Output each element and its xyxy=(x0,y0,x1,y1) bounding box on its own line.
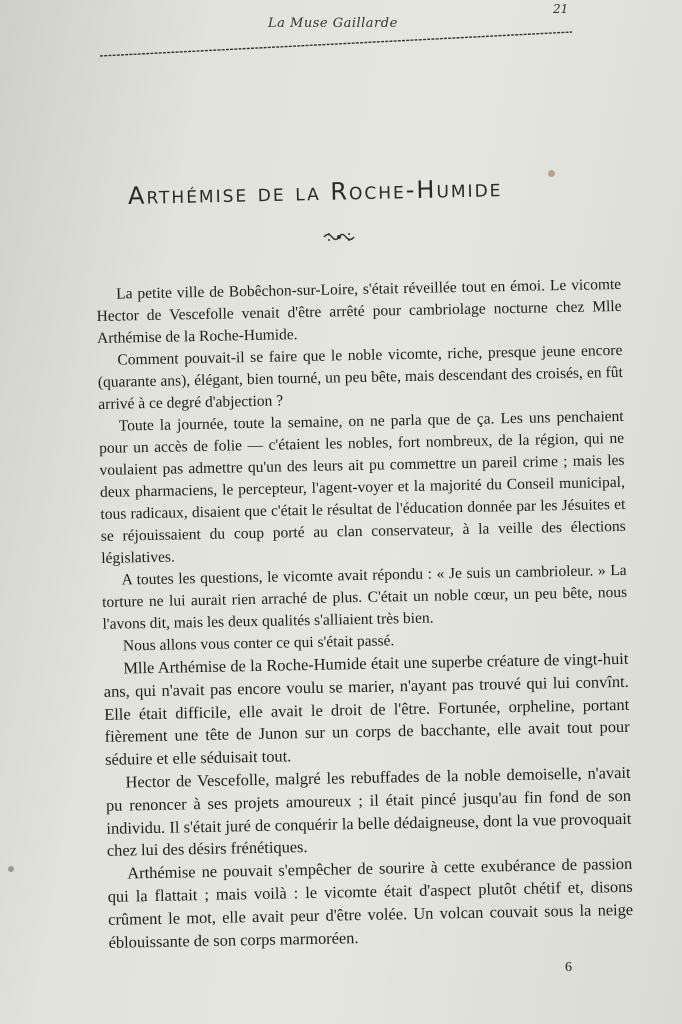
body-text xyxy=(96,274,634,954)
page-number: 6 xyxy=(565,960,572,975)
paragraph: Toute la journée, toute la semaine, on ne parla que de ça. Les uns penchaient pour un accès de folie — c'étaient les nobles, fort nombreux, de la région, qui ne voulaient pas admettre qu'un des leurs ait pu commettre un pareil crime ; mais les deux pharmaciens, le percepteur, l'agent-voyer et la majorité du Conseil municipal, tous radicaux, disaient que c'était le résultat de l'éducation donnée par les Jésuites et se réjouissaient du coup porté au clan conservateur, à la veille des élections législatives. xyxy=(98,407,626,567)
running-title: La Muse Gaillarde xyxy=(268,16,398,31)
paragraph: Nous allons vous conter ce qui s'était passé. xyxy=(122,632,395,655)
page-top-number: 21 xyxy=(553,2,569,16)
paragraph: La petite ville de Bobêchon-sur-Loire, s'était réveillée tout en émoi. Le vicomte Hector de Vescefolle venait d'être arrêté pour cambriolage nocturne chez Mlle Arthémise de la Roche-Humide. xyxy=(96,275,622,347)
paragraph: Hector de Vescefolle, malgré les rebuffades de la noble demoiselle, n'avait pu renoncer à ses projets amoureux ; il était pincé jusqu'au fin fond de son individu. Il s'était juré de conquérir la belle dédaigneuse, dont la vue provoquait chez lui des désirs frénétiques. xyxy=(105,762,632,861)
paragraph: Mlle Arthémise de la Roche-Humide était une superbe créature de vingt-huit ans, qui n'avait pas encore voulu se marier, n'ayant pas trouvé qui lui convînt. Elle était difficile, elle avait le droit de l'être. Fortunée, orpheline, portant fièrement une tête de Junon sur un corps de bacchante, elle avait tout pour séduire et elle séduisait tout. xyxy=(103,648,630,770)
paper-spot xyxy=(548,170,555,177)
header-rule xyxy=(96,28,576,58)
ornament-icon xyxy=(322,230,356,244)
paragraph: A toutes les questions, le vicomte avait répondu : « Je suis un cambrioleur. » La torture ne lui aurait rien arraché de plus. C'était un noble cœur, un peu bête, nous l'avons dit, mais les deux qualités s'alliaient très bien. xyxy=(101,561,628,633)
paragraph: Comment pouvait-il se faire que le noble vicomte, riche, presque jeune encore (quarante ans), élégant, bien tourné, un peu bête, mais descendant des croisés, en fût arrivé à ce degré d'abjection ? xyxy=(97,341,623,413)
paper-spot xyxy=(8,866,14,872)
paragraph: Arthémise ne pouvait s'empêcher de sourire à cette exubérance de passion qui la flattait ; mais voilà : le vicomte était d'aspect plutôt chétif et, disons crûment le mot, elle avait peur d'être volée. Un volcan couvait sous la neige éblouissante de son corps marmoréen. xyxy=(107,853,634,952)
chapter-title: Arthémise de la Roche-Humide xyxy=(127,174,503,210)
